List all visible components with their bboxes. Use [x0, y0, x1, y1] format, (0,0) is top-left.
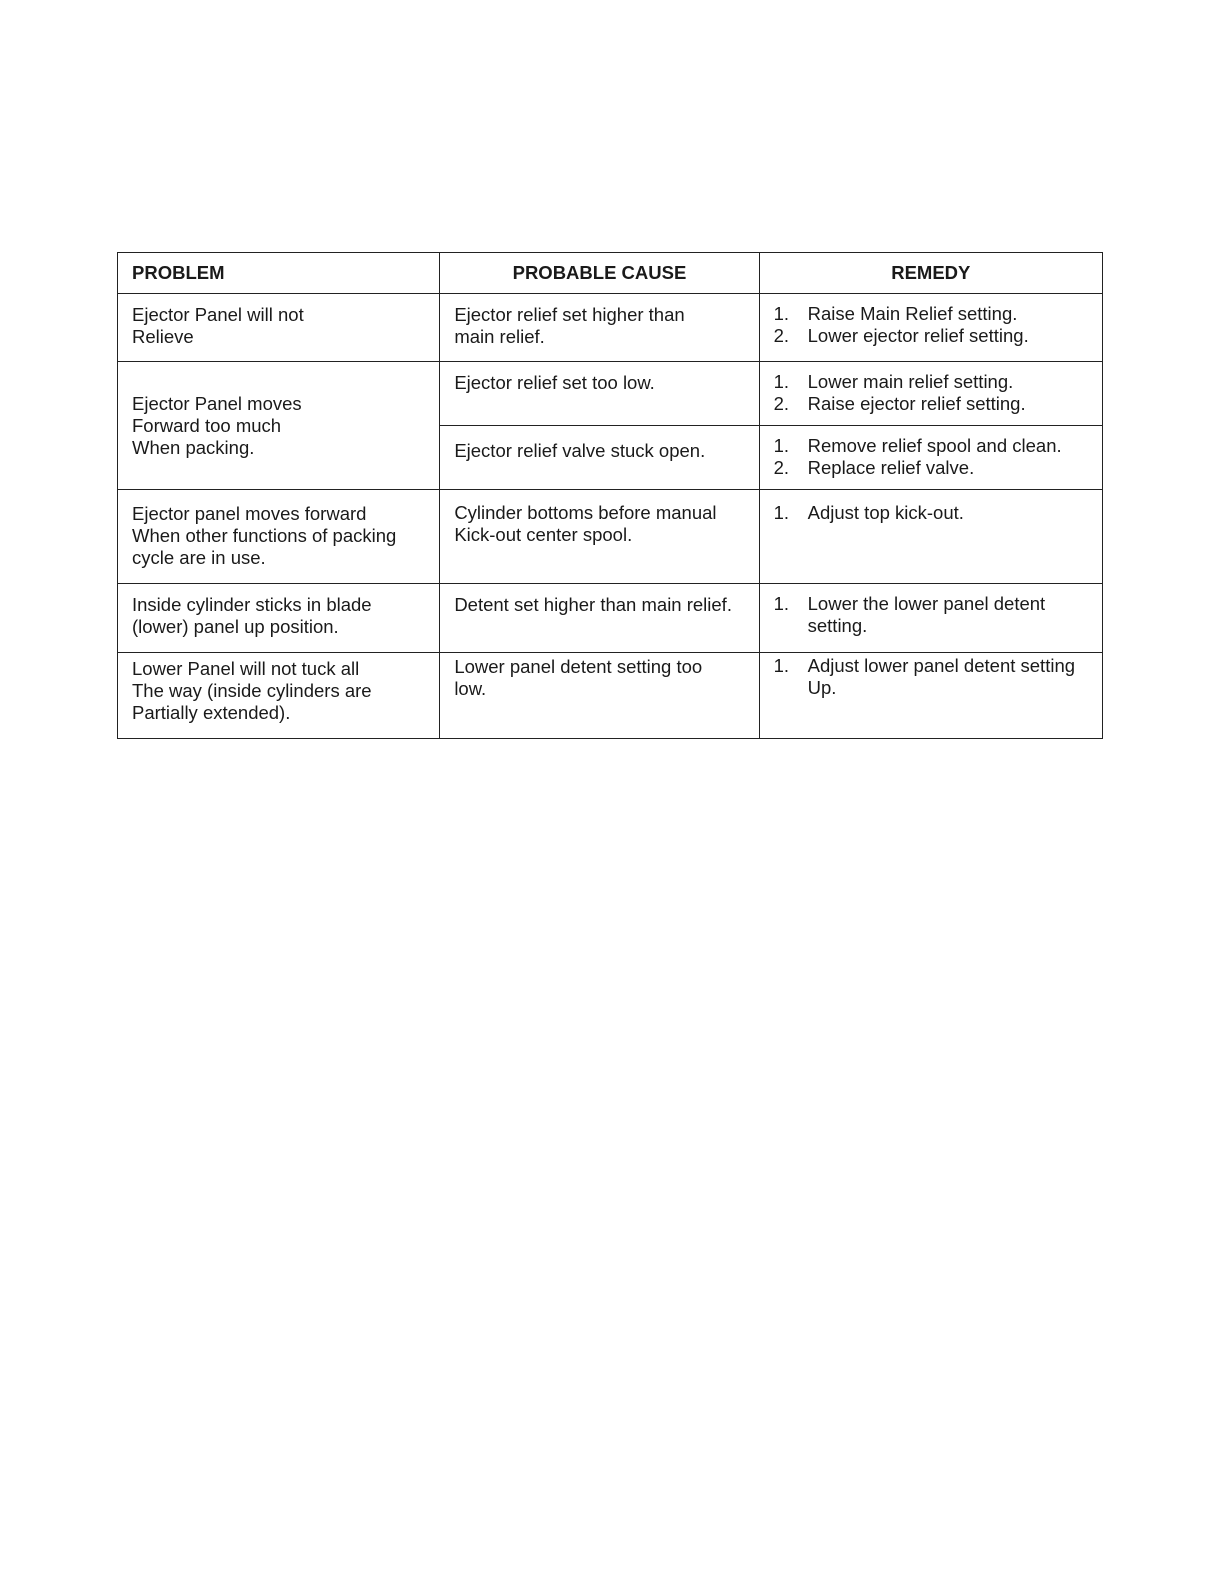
- cause-cell: [440, 653, 759, 739]
- remedy-item: [774, 502, 1092, 524]
- header-problem: PROBLEM: [118, 253, 440, 294]
- remedy-list: [760, 294, 1102, 357]
- remedy-number: 1.: [773, 655, 790, 676]
- cause-text: Ejector relief valve stuck open.: [454, 440, 706, 461]
- remedy-text: Lower ejector relief setting.: [807, 325, 1029, 346]
- remedy-text: Adjust top kick-out.: [807, 502, 964, 523]
- remedy-cell: [759, 294, 1102, 362]
- remedy-number: 1.: [773, 371, 790, 392]
- cause-cell: [440, 362, 759, 426]
- remedy-cell: [759, 653, 1102, 739]
- remedy-text: Remove relief spool and clean.: [807, 435, 1062, 456]
- problem-text: Inside cylinder sticks in blade (lower) panel up position.: [132, 594, 372, 637]
- remedy-number: 2.: [773, 457, 790, 478]
- remedy-cell: [759, 584, 1102, 653]
- remedy-text: Adjust lower panel detent setting Up.: [807, 655, 1076, 698]
- cause-cell: [440, 490, 759, 584]
- remedy-number: 1.: [773, 502, 790, 523]
- table-row: [118, 362, 1103, 426]
- problem-text: Lower Panel will not tuck all The way (inside cylinders are Partially extended).: [132, 658, 372, 723]
- cause-text: Lower panel detent setting too low.: [454, 656, 703, 699]
- problem-cell: [118, 294, 440, 362]
- remedy-item: [774, 435, 1092, 457]
- remedy-text: Lower main relief setting.: [807, 371, 1014, 392]
- remedy-item: [774, 303, 1092, 325]
- remedy-number: 1.: [773, 593, 790, 614]
- troubleshooting-table: [117, 252, 1103, 739]
- remedy-text: Replace relief valve.: [807, 457, 975, 478]
- table-row: [118, 653, 1103, 739]
- remedy-cell: [759, 426, 1102, 490]
- remedy-cell: [759, 362, 1102, 426]
- table-row: [118, 584, 1103, 653]
- remedy-number: 2.: [773, 393, 790, 414]
- remedy-item: [774, 393, 1092, 415]
- remedy-cell: [759, 490, 1102, 584]
- remedy-text: Raise Main Relief setting.: [807, 303, 1018, 324]
- remedy-text: Lower the lower panel detent setting.: [807, 593, 1046, 636]
- cause-text: Ejector relief set too low.: [454, 372, 655, 393]
- remedy-item: [774, 457, 1092, 479]
- header-probable-cause: PROBABLE CAUSE: [440, 253, 759, 294]
- remedy-text: Raise ejector relief setting.: [807, 393, 1026, 414]
- remedy-item: [774, 655, 1092, 699]
- remedy-number: 1.: [773, 435, 790, 456]
- cause-cell: [440, 426, 759, 490]
- table-header-row: [118, 253, 1103, 294]
- remedy-number: 2.: [773, 325, 790, 346]
- header-remedy: REMEDY: [759, 253, 1102, 294]
- problem-cell: [118, 362, 440, 490]
- cause-cell: [440, 294, 759, 362]
- remedy-list: [760, 653, 1102, 709]
- cause-cell: [440, 584, 759, 653]
- table-row: [118, 490, 1103, 584]
- problem-cell: [118, 653, 440, 739]
- remedy-number: 1.: [773, 303, 790, 324]
- cause-text: Ejector relief set higher than main relief.: [454, 304, 685, 347]
- remedy-list: [760, 490, 1102, 534]
- remedy-item: [774, 593, 1092, 637]
- remedy-list: [760, 584, 1102, 647]
- remedy-list: [760, 362, 1102, 425]
- problem-text: Ejector panel moves forward When other functions of packing cycle are in use.: [132, 503, 397, 568]
- table-row: [118, 294, 1103, 362]
- problem-cell: [118, 584, 440, 653]
- problem-text: Ejector Panel moves Forward too much When packing.: [132, 392, 302, 458]
- remedy-list: [760, 426, 1102, 489]
- remedy-item: [774, 371, 1092, 393]
- cause-text: Detent set higher than main relief.: [454, 594, 732, 615]
- remedy-item: [774, 325, 1092, 347]
- problem-cell: [118, 490, 440, 584]
- cause-text: Cylinder bottoms before manual Kick-out center spool.: [454, 502, 717, 545]
- problem-text: Ejector Panel will not Relieve: [132, 304, 304, 347]
